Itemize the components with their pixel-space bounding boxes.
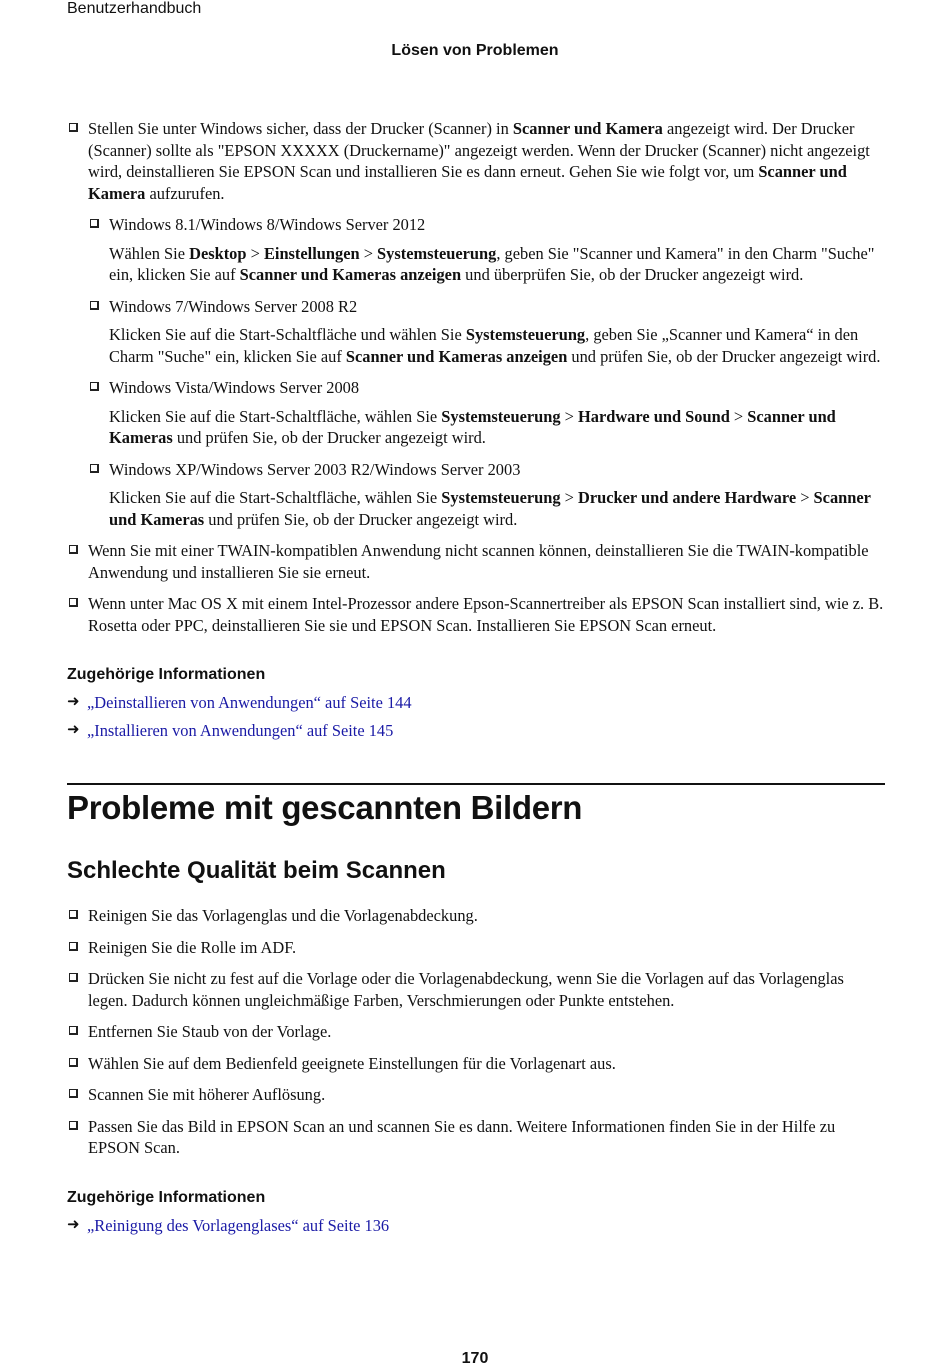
checkbox-bullet-icon	[69, 973, 78, 982]
text: Wenn Sie mit einer TWAIN-kompatiblen Anwendung nicht scannen können, deinstallieren Sie die TWAIN-kompatible Anwendung und installieren Sie sie erneut.	[88, 541, 869, 582]
text: , geben Sie "Scanner und Kamera" in den Charm "Suche" ein, klicken Sie auf	[109, 243, 875, 284]
text: Wählen Sie auf dem Bedienfeld geeignete Einstellungen für die Vorlagenart aus.	[88, 1053, 616, 1073]
text: Reinigen Sie das Vorlagenglas und die Vorlagenabdeckung.	[88, 906, 478, 925]
section-title: Probleme mit gescannten Bildern	[67, 789, 583, 826]
os-label: Windows 8.1/Windows 8/Windows Server 2012	[109, 215, 426, 234]
bold-text: Systemsteuerung	[441, 406, 561, 426]
os-label: Windows 7/Windows Server 2008 R2	[109, 296, 358, 316]
checkbox-bullet-icon	[90, 464, 99, 473]
checkbox-bullet-icon	[69, 1121, 78, 1130]
arrow-right-icon: ➜	[67, 721, 80, 738]
bold-text: Drucker und andere Hardware	[578, 488, 797, 507]
text: angezeigt wird. Der Drucker (Scanner) sollte als "EPSON XXXXX (Druckername)" angezeigt werden. Wenn der Drucker (Scanner) nicht angezeigt wird, deinstallieren Sie EPSON Scan und installieren Sie es dann erneut. Gehen Sie wie folgt vor, um	[88, 119, 870, 181]
list-item-mac	[67, 593, 885, 636]
checkbox-bullet-icon	[90, 382, 99, 391]
list-item	[67, 905, 885, 927]
checkbox-bullet-icon	[69, 598, 78, 607]
text: >	[560, 406, 578, 426]
bold-text: Systemsteuerung	[441, 488, 561, 507]
os-label: Windows XP/Windows Server 2003 R2/Windows Server 2003	[109, 459, 521, 479]
text: , geben Sie „Scanner und Kamera“ in den Charm "Suche" ein, klicken Sie auf	[109, 325, 859, 366]
list-item	[67, 937, 885, 959]
list-item-windows-7	[88, 296, 885, 318]
text: und prüfen Sie, ob der Drucker angezeigt wird.	[567, 346, 881, 366]
list-item	[67, 1021, 885, 1043]
text: Wählen Sie	[109, 243, 190, 263]
link-text[interactable]: „Deinstallieren von Anwendungen“ auf Seite 144	[87, 693, 412, 712]
text: und überprüfen Sie, ob der Drucker angezeigt wird.	[461, 265, 804, 284]
text: und prüfen Sie, ob der Drucker angezeigt wird.	[204, 509, 518, 529]
os-label: Windows Vista/Windows Server 2008	[109, 378, 360, 397]
text: >	[359, 243, 378, 263]
text: >	[246, 243, 264, 263]
chapter-title: Lösen von Problemen	[391, 42, 559, 59]
checkbox-bullet-icon	[69, 545, 78, 554]
checkbox-bullet-icon	[69, 942, 78, 951]
list-item	[67, 1053, 885, 1075]
bold-text: Hardware und Sound	[578, 406, 730, 426]
related-link[interactable]	[67, 720, 885, 742]
instruction-windows-xp	[109, 487, 885, 530]
checkbox-bullet-icon	[69, 910, 78, 919]
text: aufzurufen.	[145, 183, 225, 203]
bold-text: Desktop	[189, 243, 247, 263]
arrow-right-icon: ➜	[67, 694, 80, 710]
bold-text: Einstellungen	[263, 243, 360, 263]
text: Klicken Sie auf die Start-Schaltfläche, wählen Sie	[109, 488, 442, 507]
checkbox-bullet-icon	[69, 123, 78, 132]
checkbox-bullet-icon	[69, 1026, 78, 1035]
subsection-title: Schlechte Qualität beim Scannen	[67, 857, 446, 884]
text: Entfernen Sie Staub von der Vorlage.	[88, 1022, 332, 1041]
text: Wenn unter Mac OS X mit einem Intel-Prozessor andere Epson-Scannertreiber als EPSON Scan installiert sind, wie z. B. Rosetta oder PPC, deinstallieren Sie sie und EPSON Scan. Installieren Sie EPSON Scan erneut.	[88, 594, 884, 635]
page-content	[67, 118, 885, 1242]
list-item-twain	[67, 540, 885, 583]
list-item-windows-check	[67, 118, 885, 204]
instruction-windows-vista	[109, 406, 885, 449]
related-info-heading: Zugehörige Informationen	[67, 1188, 266, 1206]
checkbox-bullet-icon	[69, 1058, 78, 1067]
list-item	[67, 1084, 885, 1106]
text: Klicken Sie auf die Start-Schaltfläche, wählen Sie	[109, 406, 442, 426]
bold-text: Scanner und Kameras anzeigen	[345, 346, 568, 366]
list-item-windows-8	[88, 214, 885, 236]
checkbox-bullet-icon	[90, 219, 99, 228]
text: >	[560, 488, 578, 507]
related-link[interactable]	[67, 692, 885, 714]
link-text[interactable]: „Installieren von Anwendungen“ auf Seite 145	[87, 720, 394, 740]
bold-text: Systemsteuerung	[377, 243, 497, 263]
related-info-heading: Zugehörige Informationen	[67, 666, 266, 683]
related-link[interactable]	[67, 1215, 885, 1237]
text: Scannen Sie mit höherer Auflösung.	[88, 1085, 326, 1104]
list-item	[67, 1116, 885, 1159]
text: Drücken Sie nicht zu fest auf die Vorlage oder die Vorlagenabdeckung, wenn Sie die Vorlagen auf das Vorlagenglas legen. Dadurch können ungleichmäßige Farben, Verschmierungen oder Punkte entstehen.	[88, 969, 844, 1010]
text: Reinigen Sie die Rolle im ADF.	[88, 937, 297, 957]
page-number: 170	[461, 1350, 489, 1367]
list-item-windows-xp	[88, 459, 885, 481]
list-item	[67, 968, 885, 1011]
checkbox-bullet-icon	[69, 1089, 78, 1098]
text: Passen Sie das Bild in EPSON Scan an und scannen Sie es dann. Weitere Informationen finden Sie in der Hilfe zu EPSON Scan.	[88, 1116, 836, 1157]
bold-text: Systemsteuerung	[465, 325, 586, 344]
bold-text: Scanner und Kameras	[109, 406, 836, 447]
checkbox-bullet-icon	[90, 301, 99, 310]
instruction-windows-7	[109, 324, 885, 367]
running-header: Benutzerhandbuch	[67, 0, 202, 17]
bold-text: Scanner und Kameras anzeigen	[239, 265, 462, 284]
text: >	[796, 488, 814, 507]
text: Klicken Sie auf die Start-Schaltfläche und wählen Sie	[109, 325, 466, 344]
link-text[interactable]: „Reinigung des Vorlagenglases“ auf Seite 136	[87, 1215, 390, 1235]
text: >	[729, 406, 748, 426]
list-item-windows-vista	[88, 377, 885, 399]
text: und prüfen Sie, ob der Drucker angezeigt wird.	[172, 428, 486, 447]
instruction-windows-8	[109, 243, 885, 286]
bold-text: Scanner und Kamera	[88, 162, 847, 203]
arrow-right-icon: ➜	[67, 1216, 80, 1233]
bold-text: Scanner und Kameras	[109, 488, 871, 529]
bold-text: Scanner und Kamera	[512, 119, 663, 138]
section-divider	[67, 783, 885, 785]
text: Stellen Sie unter Windows sicher, dass der Drucker (Scanner) in	[88, 119, 513, 138]
